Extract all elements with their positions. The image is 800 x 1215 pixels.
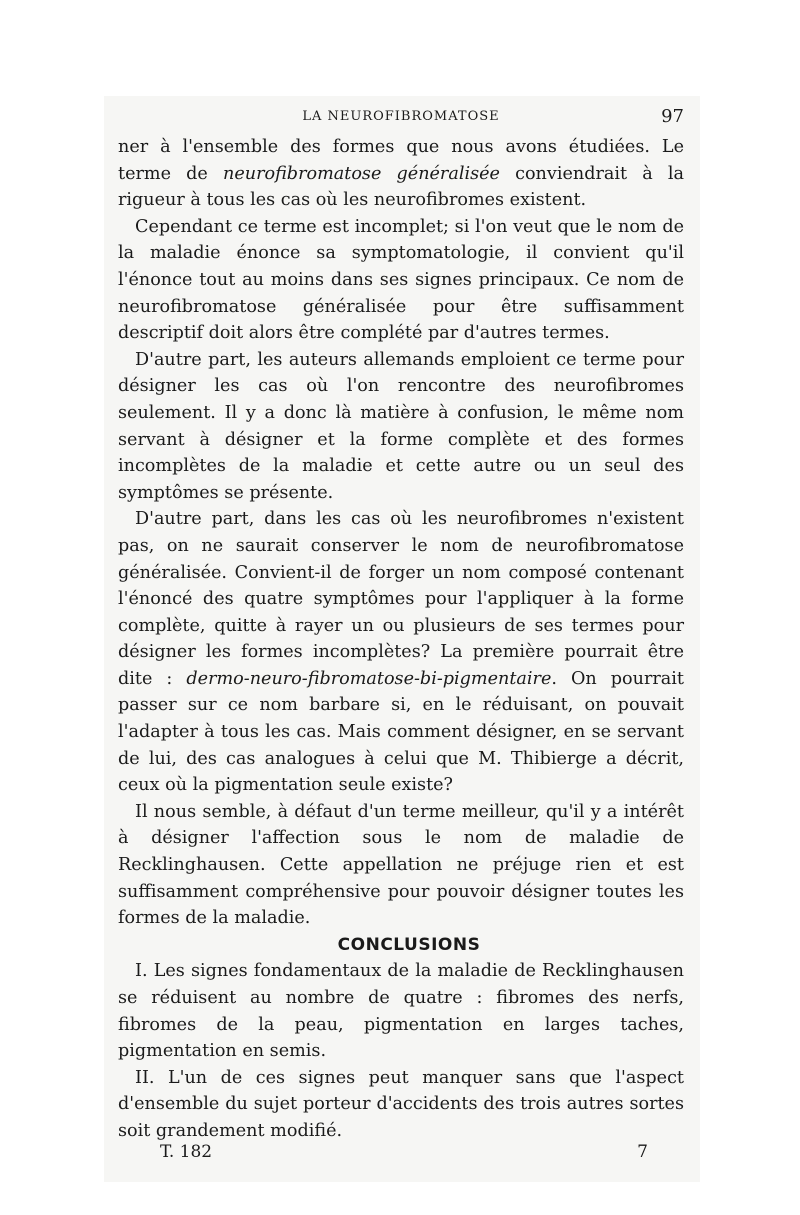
text-run: ner à l'ensemble des formes que nous avons étudiées. Le terme de <box>118 137 684 184</box>
sheet-number: 7 <box>637 1142 648 1162</box>
running-title: LA NEUROFIBROMATOSE <box>302 109 500 124</box>
italic-term: dermo-neuro-fibromatose-bi-pigmentaire <box>186 668 552 689</box>
signature-mark: T. 182 <box>160 1142 213 1162</box>
page-footer <box>118 1142 684 1168</box>
section-heading: CONCLUSIONS <box>337 934 481 955</box>
conclusion-item <box>118 1065 684 1145</box>
paragraph <box>118 134 684 214</box>
paragraph <box>118 347 684 507</box>
paragraph <box>118 799 684 932</box>
text-run: Cependant ce terme est incomplet; si l'on veut que le nom de la maladie énonce sa symptomatologie, il convient qu'il l'énonce tout au moins dans ses signes principaux. Ce nom de neurofibromatose généralisée pour être suffisamment descriptif doit alors être complété par d'autres termes. <box>118 216 684 344</box>
paragraph <box>118 214 684 347</box>
text-run: I. Les signes fondamentaux de la maladie de Recklinghausen se réduisent au nombre de quatre : fibromes des nerfs, fibromes de la peau, pigmentation en larges taches, pigmentation en semis. <box>118 961 684 1062</box>
text-run: . On pourrait passer sur ce nom barbare si, en le réduisant, on pouvait l'adapter à tous les cas. Mais comment désigner, en se servant de lui, des cas analogues à celui que M. Thibierge a décrit, ceux où la pigmentation seule existe? <box>118 668 684 796</box>
text-run: D'autre part, dans les cas où les neurofibromes n'existent pas, on ne saurait conserver le nom de neurofibromatose généralisée. Convient-il de forger un nom composé contenant l'énoncé des quatre symptômes pour l'appliquer à la forme complète, quitte à rayer un ou plusieurs de ses termes pour désigner les formes incomplètes? La première pourrait être dite : <box>118 509 684 689</box>
italic-term: neurofibromatose généralisée <box>223 163 500 184</box>
text-run: Il nous semble, à défaut d'un terme meilleur, qu'il y a intérêt à désigner l'affection sous le nom de maladie de Recklinghausen. Cette appellation ne préjuge rien et est suffisamment compréhensive pour pouvoir désigner toutes les formes de la maladie. <box>118 801 684 929</box>
body-text <box>118 134 684 1145</box>
running-head <box>118 106 684 130</box>
text-run: conviendrait à la rigueur à tous les cas où les neurofibromes existent. <box>118 163 684 211</box>
conclusion-item <box>118 958 684 1064</box>
text-run: II. L'un de ces signes peut manquer sans que l'aspect d'ensemble du sujet porteur d'accidents des trois autres sortes soit grandement modifié. <box>118 1067 684 1141</box>
text-run: D'autre part, les auteurs allemands emploient ce terme pour désigner les cas où l'on rencontre des neurofibromes seulement. Il y a donc là matière à confusion, le même nom servant à désigner et la forme complète et des formes incomplètes de la maladie et cette autre ou un seul des symptômes se présente. <box>118 349 684 503</box>
paragraph <box>118 506 684 799</box>
page-number: 97 <box>661 106 684 127</box>
